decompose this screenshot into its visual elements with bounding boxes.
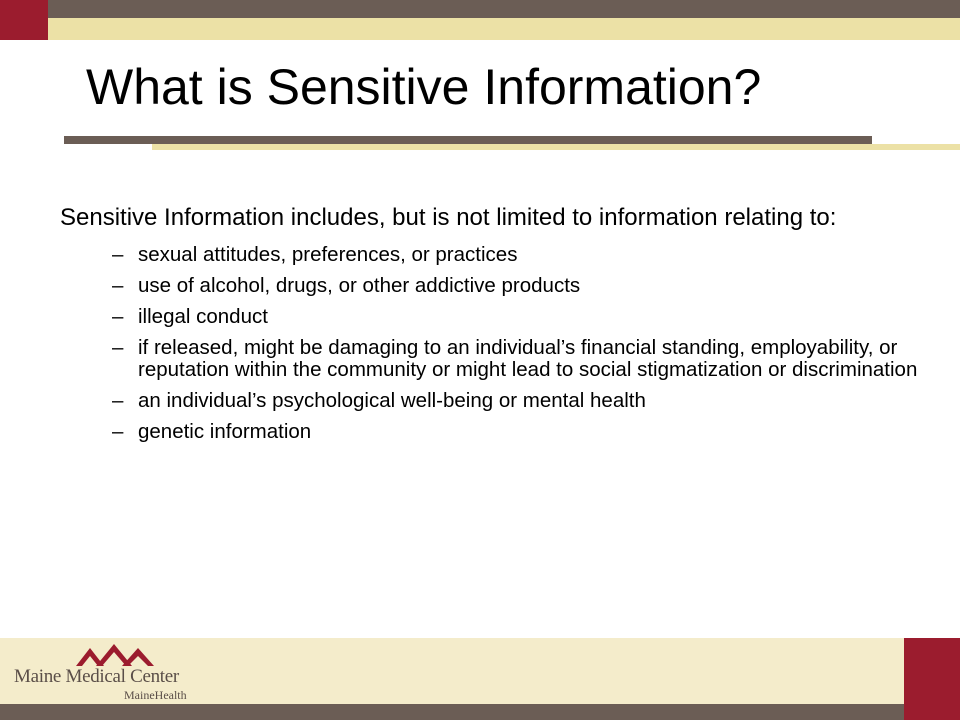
list-item xyxy=(60,390,920,412)
title-rule-light xyxy=(152,144,960,150)
list-item-text: if released, might be damaging to an individual’s financial standing, employability, or reputation within the community or might lead to social stigmatization or discrimination xyxy=(138,336,918,381)
bullet-list xyxy=(60,244,920,443)
title-rule-dark xyxy=(64,136,872,144)
intro-text: Sensitive Information includes, but is not limited to information relating to: xyxy=(60,204,837,231)
list-item-text: genetic information xyxy=(138,420,312,443)
list-item xyxy=(60,306,920,328)
dash-marker: – xyxy=(112,336,124,359)
list-item xyxy=(60,244,920,266)
list-item-text: illegal conduct xyxy=(138,305,268,328)
dash-marker: – xyxy=(112,420,124,443)
logo-name: Maine Medical Center xyxy=(14,666,179,687)
footer-accent-block xyxy=(904,638,960,720)
dash-marker: – xyxy=(112,243,124,266)
dash-marker: – xyxy=(112,389,124,412)
list-item-text: an individual’s psychological well-being or mental health xyxy=(138,389,646,412)
dash-marker: – xyxy=(112,274,124,297)
logo-subname: MaineHealth xyxy=(124,688,187,702)
list-item xyxy=(60,337,920,381)
list-item-text: sexual attitudes, preferences, or practices xyxy=(138,243,518,266)
organization-logo xyxy=(14,644,204,702)
top-bar-dark xyxy=(0,0,960,18)
list-item xyxy=(60,421,920,443)
list-item xyxy=(60,275,920,297)
slide-body xyxy=(60,198,920,452)
footer-bar-dark xyxy=(0,704,960,720)
dash-marker: – xyxy=(112,305,124,328)
top-bar-light xyxy=(0,18,960,40)
top-accent-block xyxy=(0,0,48,40)
list-item-text: use of alcohol, drugs, or other addictive products xyxy=(138,274,581,297)
slide-title: What is Sensitive Information? xyxy=(86,59,762,115)
